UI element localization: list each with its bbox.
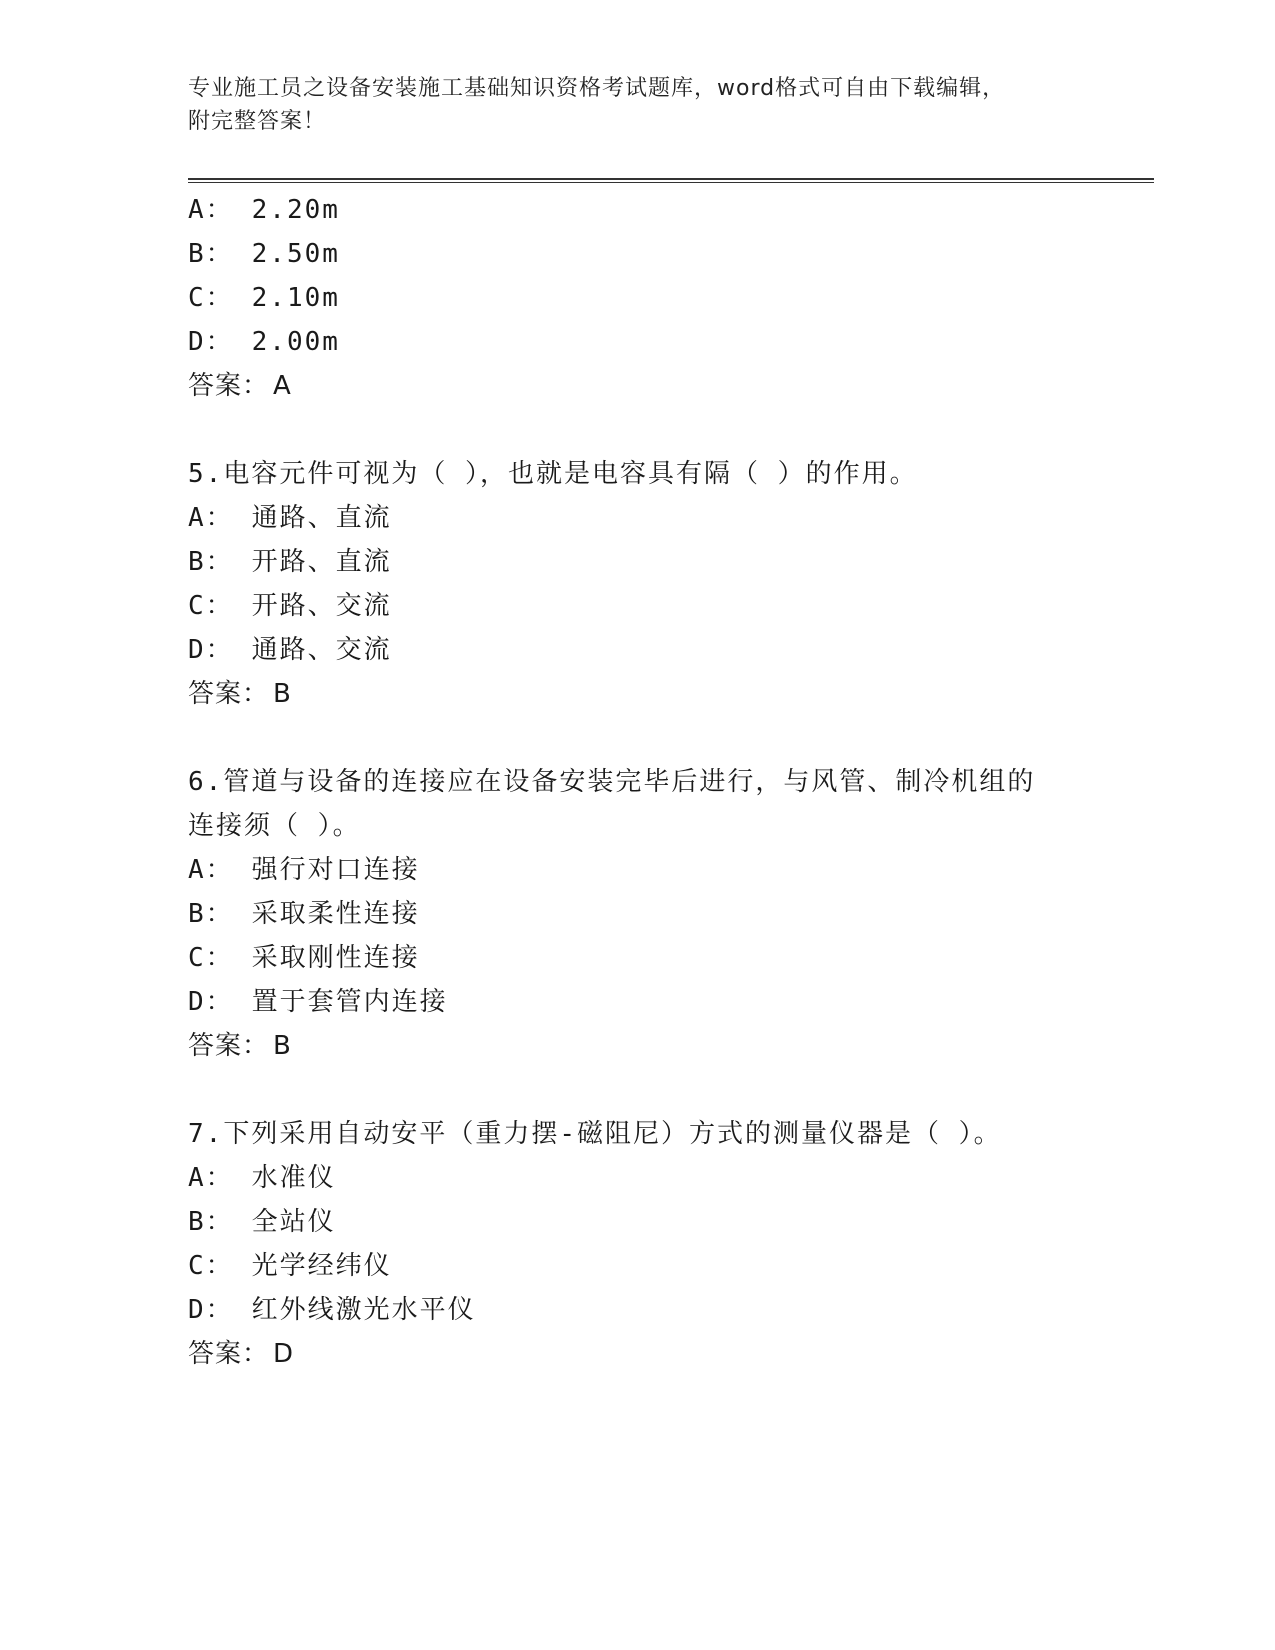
q6-answer [188,1028,292,1064]
q4-option-b [188,236,340,272]
q7-option-d [188,1292,476,1328]
option-text: 强行对口连接 [251,855,420,885]
option-text: 光学经纬仪 [251,1251,392,1281]
option-key: C： [188,943,234,973]
q7-option-c [188,1248,392,1284]
q6-question-line-2 [188,808,361,844]
option-key: A： [188,1163,234,1193]
option-key: A： [188,855,234,885]
question-number: 7. [188,1119,224,1149]
header-divider-thin [188,182,1154,183]
header-line-2: 附完整答案！ [188,109,327,134]
q5-question [188,456,918,492]
option-key: D： [188,987,234,1017]
question-text: 下列采用自动安平（重力摆-磁阻尼）方式的测量仪器是（ ）。 [223,1119,1002,1149]
option-text: 采取刚性连接 [251,943,420,973]
question-text: 电容元件可视为（ ），也就是电容具有隔（ ）的作用。 [223,459,918,489]
answer-label: 答案： [188,1031,270,1061]
option-key: C： [188,283,234,313]
q6-option-d [188,984,448,1020]
option-key: B： [188,239,234,269]
option-key: A： [188,503,234,533]
option-text: 开路、直流 [251,547,392,577]
option-key: D： [188,327,234,357]
question-number: 6. [188,767,224,797]
option-key: B： [188,1207,234,1237]
q5-answer [188,676,292,712]
option-key: C： [188,1251,234,1281]
question-text-continued: 连接须（ ）。 [188,811,361,841]
option-key: D： [188,635,234,665]
answer-label: 答案： [188,371,270,401]
option-text: 2.00m [251,327,340,357]
option-text: 通路、直流 [251,503,392,533]
q7-option-b [188,1204,336,1240]
q6-option-b [188,896,420,932]
option-text: 全站仪 [251,1207,336,1237]
option-key: B： [188,899,234,929]
option-key: D： [188,1295,234,1325]
option-text: 红外线激光水平仪 [251,1295,476,1325]
option-text: 置于套管内连接 [251,987,448,1017]
answer-label: 答案： [188,1339,270,1369]
answer-value: D [273,1339,295,1369]
q6-question-line-1 [188,764,1035,800]
header-divider-thick [188,178,1154,180]
q5-option-b [188,544,392,580]
q5-option-a [188,500,392,536]
q6-option-c [188,940,420,976]
answer-value: A [273,371,292,401]
option-text: 开路、交流 [251,591,392,621]
answer-label: 答案： [188,679,270,709]
q4-option-d [188,324,340,360]
q4-option-c [188,280,340,316]
q7-option-a [188,1160,336,1196]
answer-value: B [273,1031,292,1061]
document-header [188,72,1088,138]
option-text: 2.20m [251,195,340,225]
q6-option-a [188,852,420,888]
option-text: 采取柔性连接 [251,899,420,929]
question-number: 5. [188,459,224,489]
q7-question [188,1116,1002,1152]
answer-value: B [273,679,292,709]
q5-option-d [188,632,392,668]
q4-option-a [188,192,340,228]
header-line-1: 专业施工员之设备安装施工基础知识资格考试题库，word格式可自由下载编辑， [188,76,1006,101]
option-key: C： [188,591,234,621]
option-text: 水准仪 [251,1163,336,1193]
q5-option-c [188,588,392,624]
question-text: 管道与设备的连接应在设备安装完毕后进行，与风管、制冷机组的 [223,767,1036,797]
option-text: 2.50m [251,239,340,269]
option-key: A： [188,195,234,225]
q4-answer [188,368,292,404]
option-text: 通路、交流 [251,635,392,665]
option-text: 2.10m [251,283,340,313]
option-key: B： [188,547,234,577]
q7-answer [188,1336,294,1372]
